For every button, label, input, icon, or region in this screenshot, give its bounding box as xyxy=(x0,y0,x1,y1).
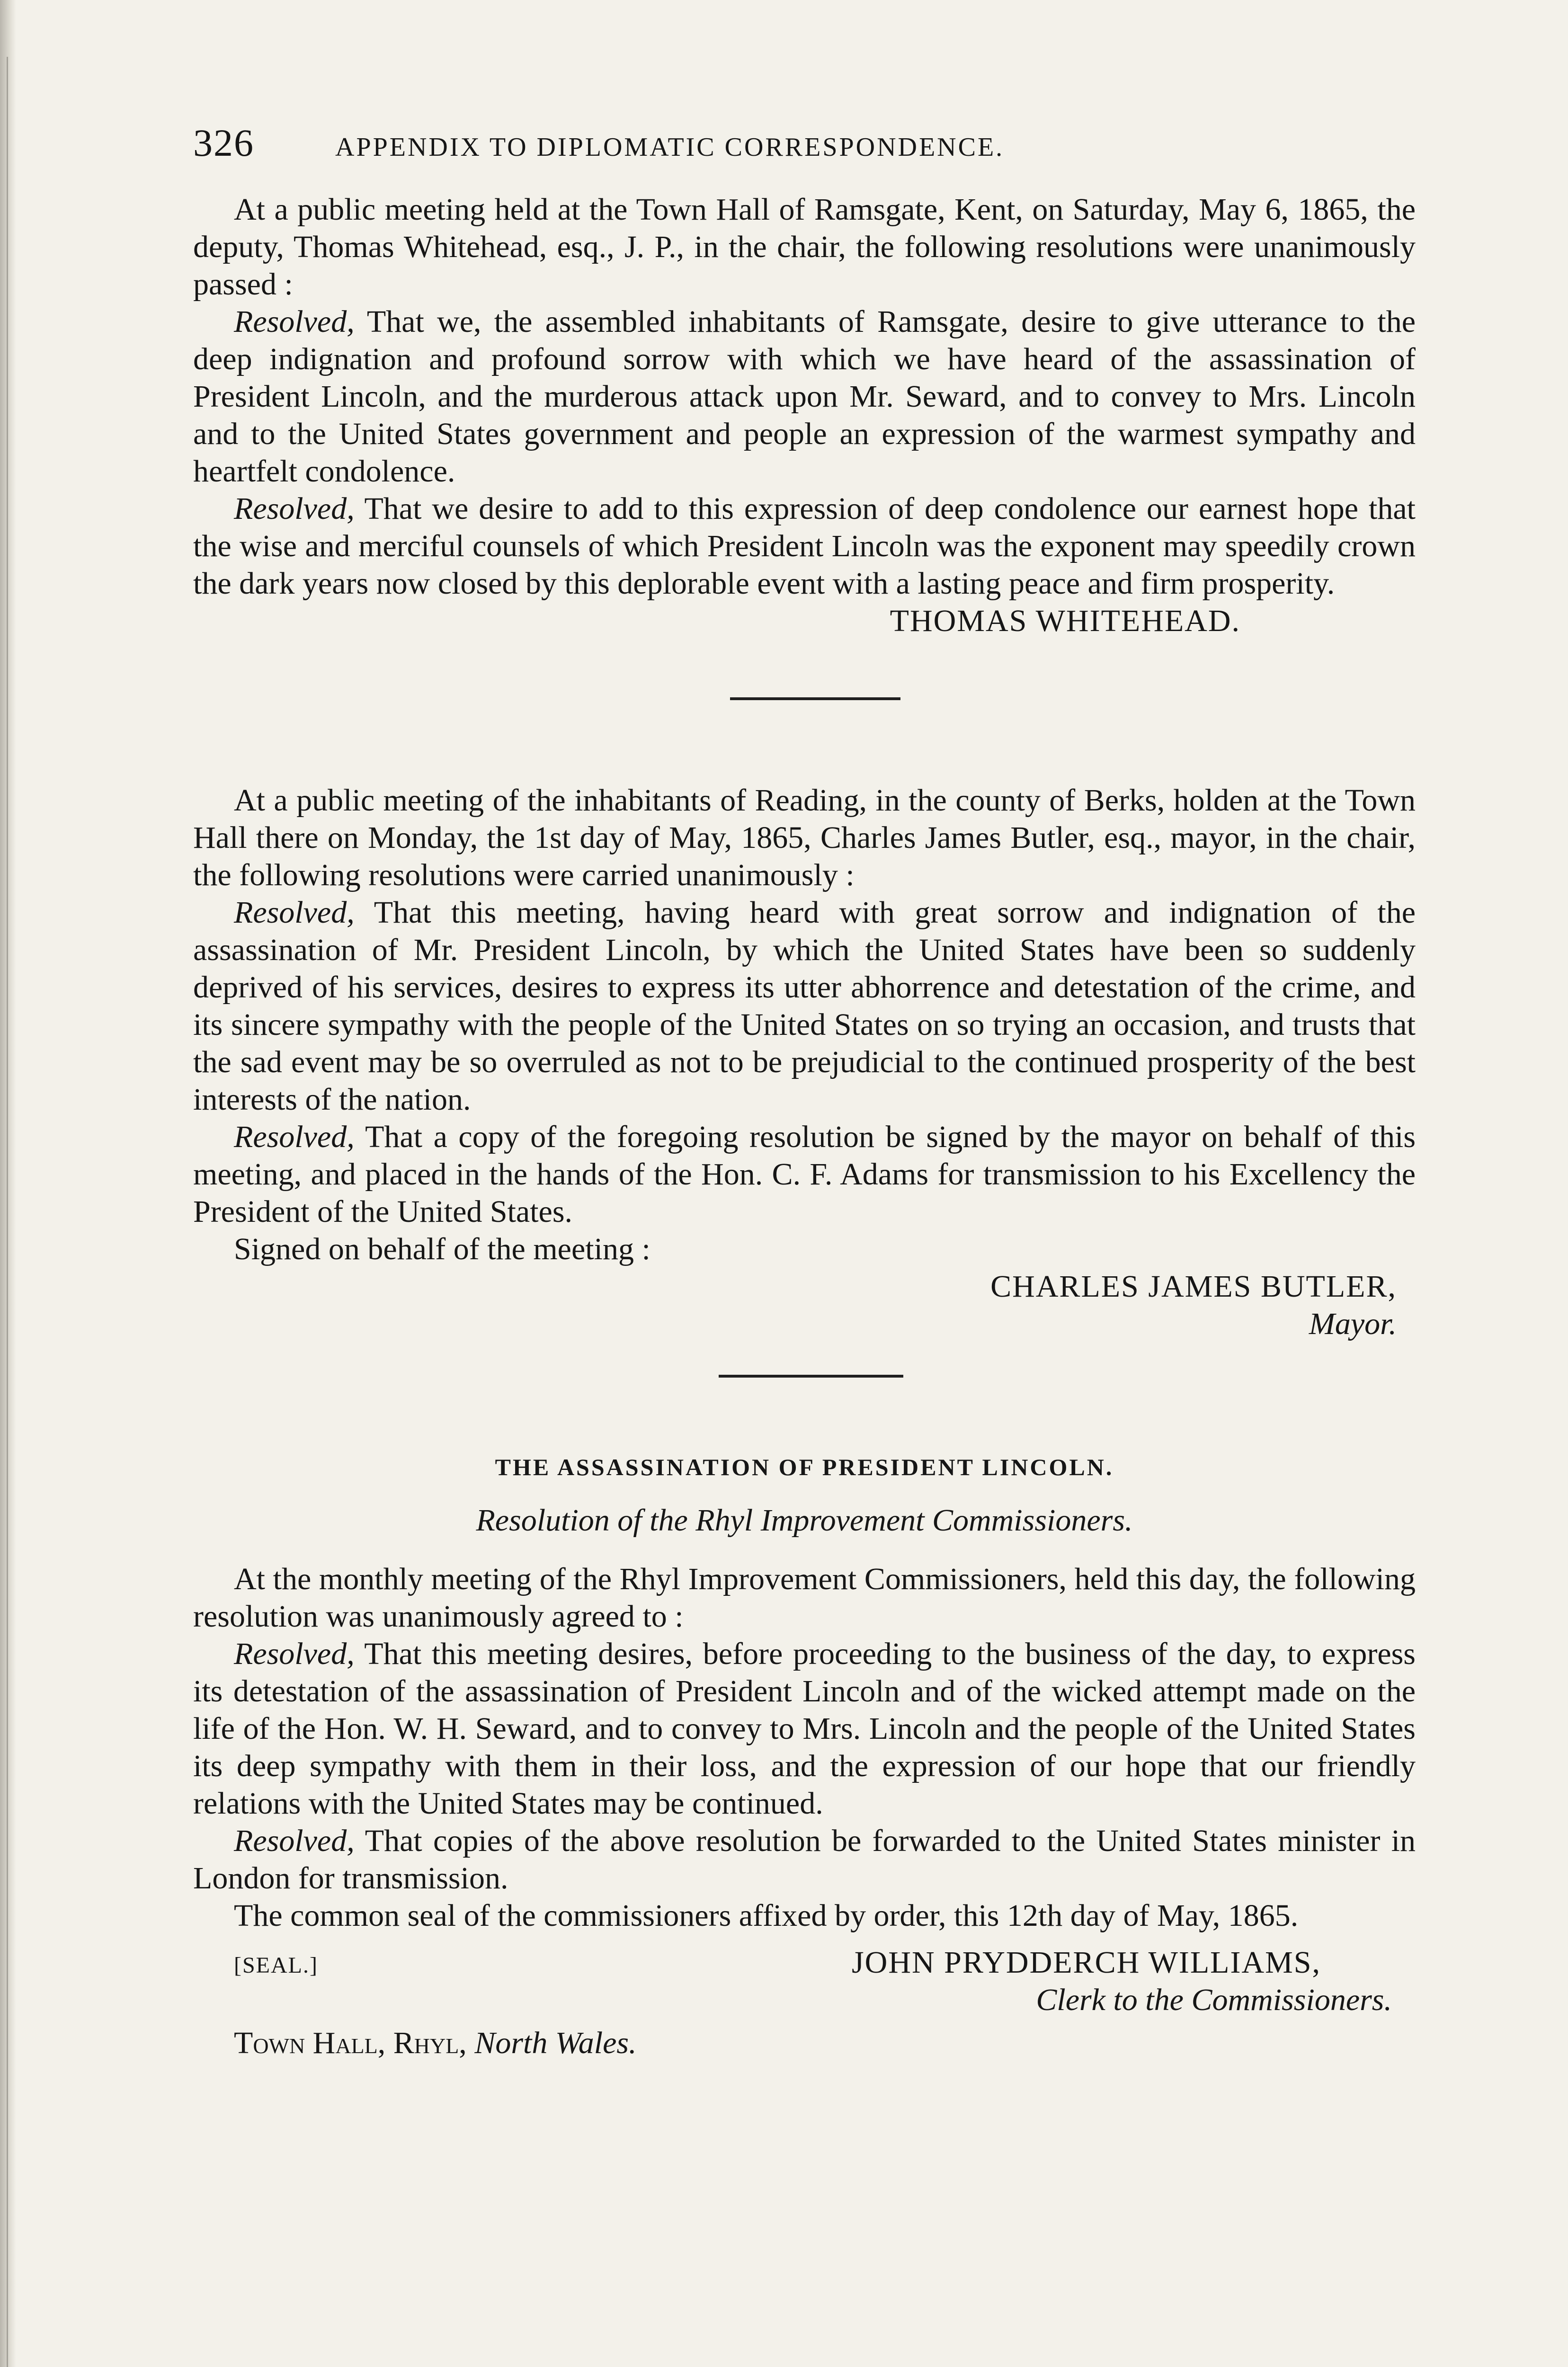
running-head: APPENDIX TO DIPLOMATIC CORRESPONDENCE. xyxy=(335,133,1005,162)
page-content xyxy=(193,121,1416,2062)
section-divider xyxy=(719,1375,903,1378)
resolved-label: Resolved, xyxy=(234,491,355,526)
resolved-label: Resolved, xyxy=(234,895,355,930)
reading-signature-title: Mayor. xyxy=(1309,1307,1397,1341)
resolved-label: Resolved, xyxy=(234,304,355,339)
resolution-text: That this meeting, having heard with great sorrow and indignation of the assassination of Mr. President Lincoln, by which the United States have been so suddenly deprived of his services, desires to express its utter abhorrence and detestation of the crime, and its sincere sympathy with the people of the United States on so trying an occasion, and trusts that the sad event may be so overruled as not to be prejudicial to the continued prosperity of the best interests of the nation. xyxy=(193,895,1416,1117)
resolution-text: That we desire to add to this expression of deep condolence our earnest hope that the wise and merciful counsels of which President Lincoln was the exponent may speedily crown the dark years now closed by this deplorable event with a lasting peace and firm prosperity. xyxy=(193,491,1416,601)
ramsgate-intro: At a public meeting held at the Town Hall of Ramsgate, Kent, on Saturday, May 6, 1865, the deputy, Thomas Whitehead, esq., J. P., in the chair, the following resolutions were unanimously passed : xyxy=(193,192,1416,302)
place-line xyxy=(234,2024,1416,2062)
resolution-text: That we, the assembled inhabitants of Ramsgate, desire to give utterance to the deep indignation and profound sorrow with which we have heard of the assassination of President Lincoln, and the murderous attack upon Mr. Seward, and to convey to Mrs. Lincoln and to the United States government and people an expression of the warmest sympathy and heartfelt condolence. xyxy=(193,304,1416,489)
signed-line: Signed on behalf of the meeting : xyxy=(234,1232,650,1266)
rhyl-body xyxy=(193,1560,1416,1934)
reading-resolution-2 xyxy=(193,1118,1416,1230)
reading-intro: At a public meeting of the inhabitants of Reading, in the county of Berks, holden at the Town Hall there on Monday, the 1st day of May, 1865, Charles James Butler, esq., mayor, in the chair, the following resolutions were carried unanimously : xyxy=(193,783,1416,892)
reading-resolution-1 xyxy=(193,894,1416,1118)
place-plain: Town Hall, Rhyl, xyxy=(234,2026,467,2060)
section-divider xyxy=(730,697,900,700)
rhyl-signature: JOHN PRYDDERCH WILLIAMS, xyxy=(851,1945,1321,1980)
place-italic: North Wales. xyxy=(474,2026,637,2060)
ramsgate-section xyxy=(193,191,1416,640)
section-subheading: Resolution of the Rhyl Improvement Commissioners. xyxy=(476,1503,1133,1538)
seal-mark: [SEAL.] xyxy=(234,1953,318,1978)
page-header xyxy=(193,121,1416,173)
rhyl-intro: At the monthly meeting of the Rhyl Improvement Commissioners, held this day, the following resolution was unanimously agreed to : xyxy=(193,1562,1416,1634)
rhyl-section xyxy=(193,1453,1416,2062)
reading-signature: CHARLES JAMES BUTLER, xyxy=(990,1269,1397,1304)
resolution-text: That copies of the above resolution be forwarded to the United States minister in London for transmission. xyxy=(193,1824,1416,1895)
resolved-label: Resolved, xyxy=(234,1120,355,1154)
section-heading: THE ASSASSINATION OF PRESIDENT LINCOLN. xyxy=(495,1454,1114,1480)
resolution-text: That this meeting desires, before proceeding to the business of the day, to express its detestation of the assassination of President Lincoln and of the wicked attempt made on the life of the Hon. W. H. Seward, and to convey to Mrs. Lincoln and the people of the United States its deep sympathy with them in their loss, and the expression of our hope that our friendly relations with the United States may be continued. xyxy=(193,1637,1416,1821)
rhyl-resolution-1 xyxy=(193,1635,1416,1822)
page-number: 326 xyxy=(193,121,254,164)
rhyl-resolution-2 xyxy=(193,1822,1416,1897)
rhyl-signature-title: Clerk to the Commissioners. xyxy=(1036,1983,1392,2017)
seal-signature-row xyxy=(234,1944,1416,1981)
binding-gutter xyxy=(0,0,16,2367)
reading-section xyxy=(193,782,1416,1343)
resolved-label: Resolved, xyxy=(234,1824,355,1858)
ramsgate-resolution-1 xyxy=(193,303,1416,490)
resolved-label: Resolved, xyxy=(234,1637,355,1671)
gutter-line xyxy=(7,57,8,2367)
seal-statement: The common seal of the commissioners affixed by order, this 12th day of May, 1865. xyxy=(234,1898,1299,1933)
resolution-text: That a copy of the foregoing resolution be signed by the mayor on behalf of this meeting, and placed in the hands of the Hon. C. F. Adams for transmission to his Excellency the President of the United States. xyxy=(193,1120,1416,1229)
ramsgate-signature: THOMAS WHITEHEAD. xyxy=(890,604,1240,638)
ramsgate-resolution-2 xyxy=(193,490,1416,602)
